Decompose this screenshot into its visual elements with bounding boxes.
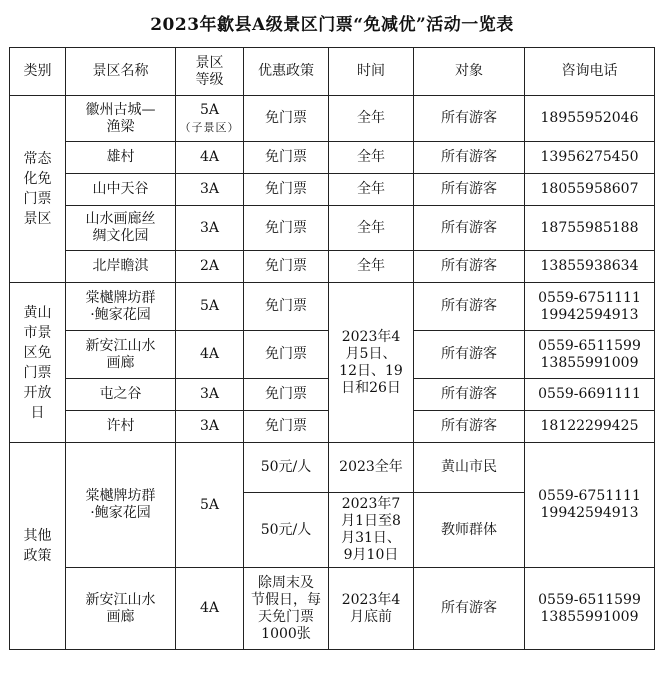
header-category: 类别 bbox=[10, 48, 66, 96]
policy-cell: 免门票 bbox=[244, 96, 329, 142]
site-level: 3A bbox=[176, 174, 244, 206]
level-value: 5A bbox=[199, 101, 220, 118]
policy-cell: 免门票 bbox=[244, 331, 329, 379]
time-cell: 2023全年 bbox=[329, 443, 414, 493]
table-row bbox=[10, 251, 655, 283]
header-phone: 咨询电话 bbox=[525, 48, 655, 96]
phone-cell: 18755985188 bbox=[525, 206, 655, 251]
audience-cell: 所有游客 bbox=[414, 411, 525, 443]
policy-cell: 免门票 bbox=[244, 379, 329, 411]
phone-cell: 13956275450 bbox=[525, 142, 655, 174]
site-name: 棠樾牌坊群 ·鲍家花园 bbox=[66, 443, 176, 568]
audience-cell: 所有游客 bbox=[414, 379, 525, 411]
policy-cell: 除周末及 节假日，每 天免门票 1000张 bbox=[244, 568, 329, 650]
site-name: 山中天谷 bbox=[66, 174, 176, 206]
audience-cell: 黄山市民 bbox=[414, 443, 525, 493]
policy-cell: 免门票 bbox=[244, 411, 329, 443]
policy-cell: 50元/人 bbox=[244, 443, 329, 493]
table-row bbox=[10, 96, 655, 142]
site-name: 徽州古城— 渔梁 bbox=[66, 96, 176, 142]
site-name: 棠樾牌坊群 ·鲍家花园 bbox=[66, 283, 176, 331]
time-cell: 全年 bbox=[329, 251, 414, 283]
table-row bbox=[10, 174, 655, 206]
audience-cell: 教师群体 bbox=[414, 493, 525, 568]
phone-cell: 18055958607 bbox=[525, 174, 655, 206]
site-name: 山水画廊丝 绸文化园 bbox=[66, 206, 176, 251]
table-row bbox=[10, 443, 655, 493]
header-time: 时间 bbox=[329, 48, 414, 96]
table-row bbox=[10, 283, 655, 331]
table-row bbox=[10, 142, 655, 174]
site-level: 2A bbox=[176, 251, 244, 283]
ticket-policy-table bbox=[9, 47, 655, 650]
site-level: 3A bbox=[176, 411, 244, 443]
category-cell: 常态 化免 门票 景区 bbox=[10, 96, 66, 283]
site-level: 5A bbox=[176, 283, 244, 331]
table-row bbox=[10, 568, 655, 650]
site-level: 4A bbox=[176, 142, 244, 174]
audience-cell: 所有游客 bbox=[414, 174, 525, 206]
header-audience: 对象 bbox=[414, 48, 525, 96]
site-name: 雄村 bbox=[66, 142, 176, 174]
phone-cell: 0559-6751111 19942594913 bbox=[525, 443, 655, 568]
time-cell: 全年 bbox=[329, 96, 414, 142]
category-cell: 黄山 市景 区免 门票 开放 日 bbox=[10, 283, 66, 443]
policy-cell: 免门票 bbox=[244, 174, 329, 206]
site-level: 4A bbox=[176, 331, 244, 379]
phone-cell: 0559-6511599 13855991009 bbox=[525, 331, 655, 379]
site-level: 5A bbox=[176, 443, 244, 568]
site-level: 3A bbox=[176, 206, 244, 251]
policy-cell: 免门票 bbox=[244, 142, 329, 174]
audience-cell: 所有游客 bbox=[414, 96, 525, 142]
time-cell: 2023年7 月1日至8 月31日、 9月10日 bbox=[329, 493, 414, 568]
open-day-dates: 2023年4 月5日、 12日、19 日和26日 bbox=[329, 283, 414, 443]
header-level: 景区 等级 bbox=[176, 48, 244, 96]
phone-cell: 13855938634 bbox=[525, 251, 655, 283]
header-policy: 优惠政策 bbox=[244, 48, 329, 96]
phone-cell: 18955952046 bbox=[525, 96, 655, 142]
site-level bbox=[176, 96, 244, 142]
table-row bbox=[10, 206, 655, 251]
phone-cell: 0559-6751111 19942594913 bbox=[525, 283, 655, 331]
policy-cell: 免门票 bbox=[244, 283, 329, 331]
header-row bbox=[10, 48, 655, 96]
time-cell: 全年 bbox=[329, 206, 414, 251]
site-level: 3A bbox=[176, 379, 244, 411]
phone-cell: 18122299425 bbox=[525, 411, 655, 443]
site-name: 许村 bbox=[66, 411, 176, 443]
audience-cell: 所有游客 bbox=[414, 142, 525, 174]
time-cell: 全年 bbox=[329, 174, 414, 206]
header-name: 景区名称 bbox=[66, 48, 176, 96]
page-title: 2023年歙县A级景区门票“免减优”活动一览表 bbox=[150, 15, 514, 35]
audience-cell: 所有游客 bbox=[414, 331, 525, 379]
site-name: 新安江山水 画廊 bbox=[66, 331, 176, 379]
policy-cell: 免门票 bbox=[244, 251, 329, 283]
policy-cell: 50元/人 bbox=[244, 493, 329, 568]
level-note: （子景区） bbox=[179, 120, 240, 134]
site-level: 4A bbox=[176, 568, 244, 650]
time-cell: 2023年4 月底前 bbox=[329, 568, 414, 650]
category-cell: 其他 政策 bbox=[10, 443, 66, 650]
time-cell: 全年 bbox=[329, 142, 414, 174]
audience-cell: 所有游客 bbox=[414, 206, 525, 251]
audience-cell: 所有游客 bbox=[414, 283, 525, 331]
phone-cell: 0559-6511599 13855991009 bbox=[525, 568, 655, 650]
audience-cell: 所有游客 bbox=[414, 568, 525, 650]
site-name: 新安江山水 画廊 bbox=[66, 568, 176, 650]
phone-cell: 0559-6691111 bbox=[525, 379, 655, 411]
policy-cell: 免门票 bbox=[244, 206, 329, 251]
site-name: 屯之谷 bbox=[66, 379, 176, 411]
audience-cell: 所有游客 bbox=[414, 251, 525, 283]
site-name: 北岸瞻淇 bbox=[66, 251, 176, 283]
